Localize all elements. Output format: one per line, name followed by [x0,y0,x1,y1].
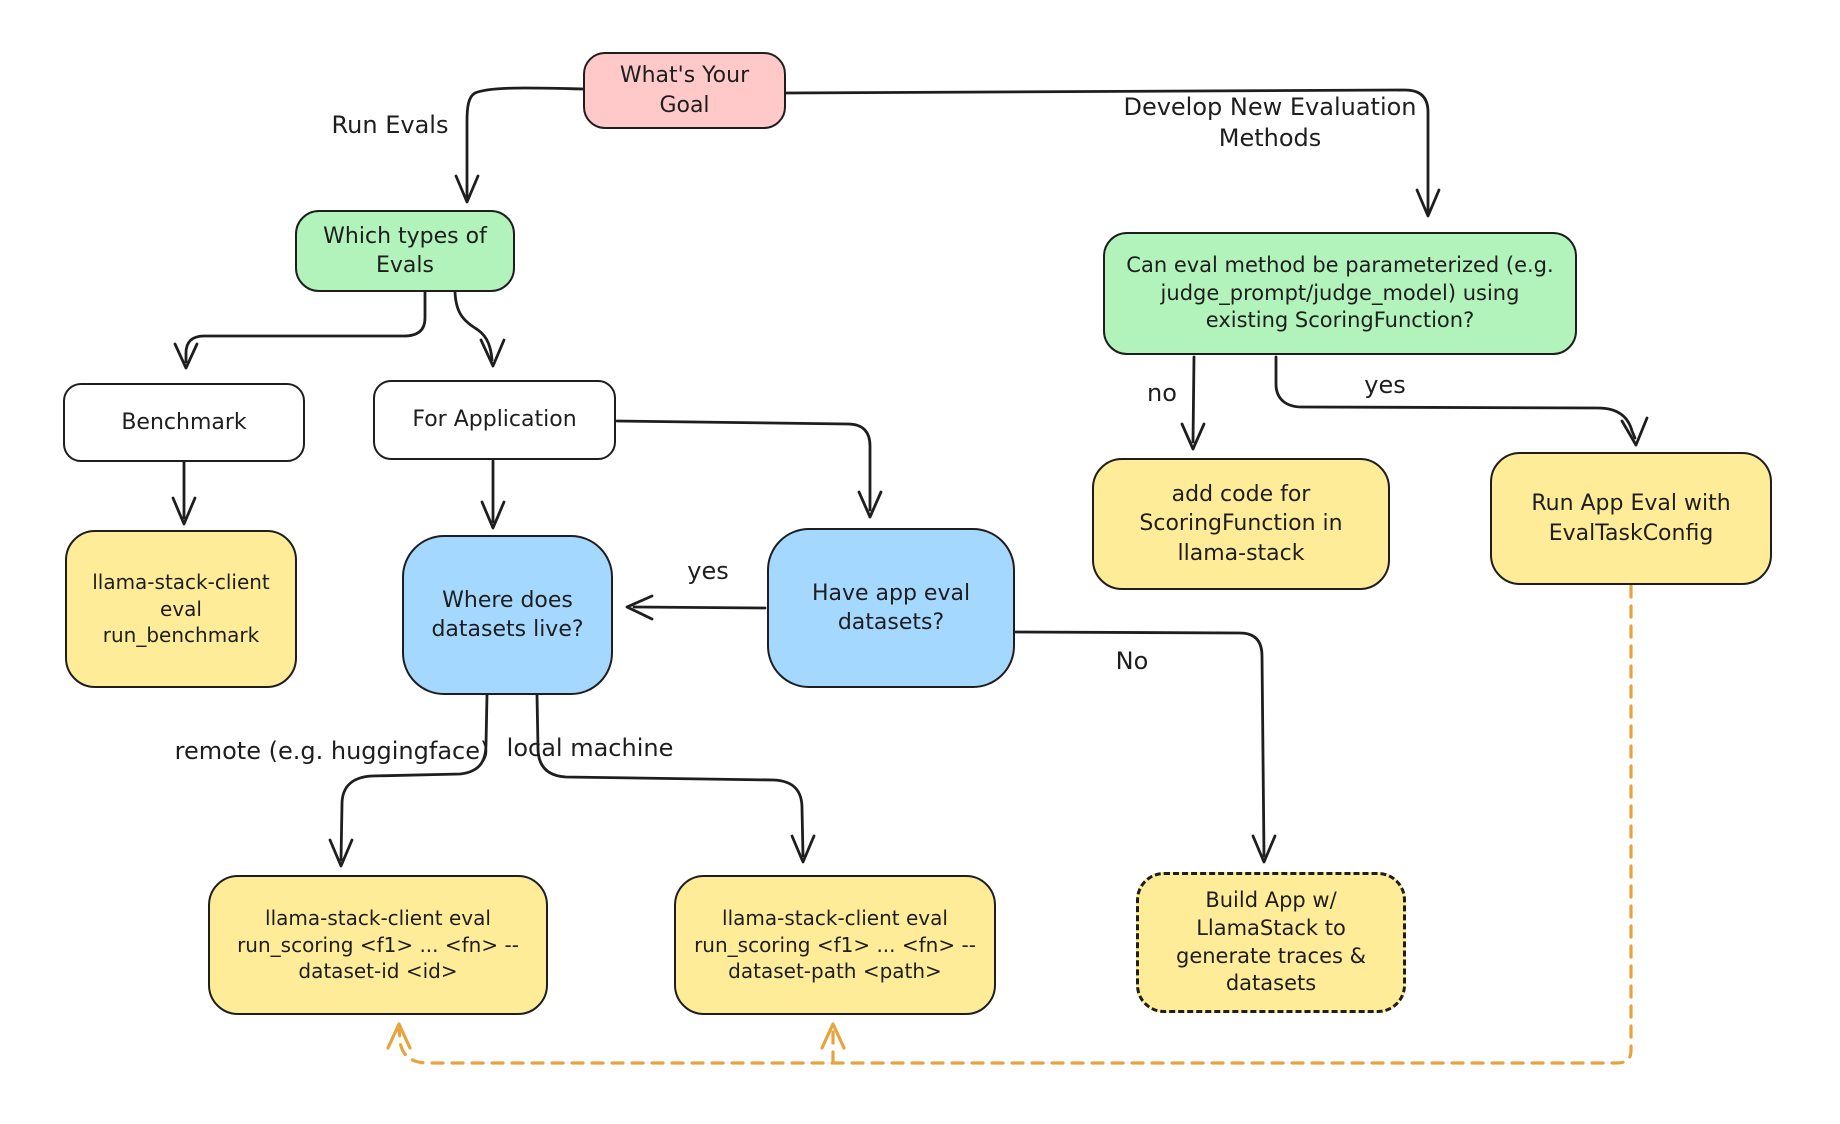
arrow-goal-to-which-types [467,88,583,197]
arrow-have-datasets-yes [634,607,765,608]
arrowhead [1622,418,1647,445]
edge-label-remote-huggingface: remote (e.g. huggingface) [174,737,490,765]
node-have-app-eval-datasets: Have app eval datasets? [767,528,1015,688]
arrow-param-yes [1276,357,1635,438]
edge-label-run-evals: Run Evals [331,111,449,139]
arrow-param-no [1193,357,1194,442]
node-which-types-of-evals: Which types of Evals [295,210,515,292]
node-run-scoring-dataset-path-cmd: llama-stack-client eval run_scoring <f1> ... <fn> --dataset-path <path> [674,875,996,1015]
edge-label-no-mid: No [1115,647,1149,675]
node-run-scoring-dataset-id-cmd: llama-stack-client eval run_scoring <f1> ... <fn> --dataset-id <id> [208,875,548,1015]
node-for-application: For Application [373,380,616,460]
edge-label-yes-right: yes [1364,371,1406,399]
arrow-for-application-to-have-datasets [617,421,870,510]
edge-label-local-machine: local machine [506,734,674,762]
arrow-where-remote [341,695,487,860]
node-run-app-eval: Run App Eval with EvalTaskConfig [1490,452,1772,585]
node-run-benchmark-cmd: llama-stack-client eval run_benchmark [65,530,297,688]
node-add-scoring-function-code: add code for ScoringFunction in llama-stack [1092,458,1390,590]
edge-label-no-right: no [1147,379,1177,407]
node-param-question: Can eval method be parameterized (e.g. judge_prompt/judge_model) using existing ScoringFunction? [1103,232,1577,355]
edge-label-develop-new-methods: Develop New Evaluation Methods [1123,93,1417,153]
node-whats-your-goal: What's Your Goal [583,52,786,129]
node-build-app-generate-datasets: Build App w/ LlamaStack to generate traces & datasets [1136,872,1406,1013]
node-benchmark: Benchmark [63,383,305,462]
node-where-datasets-live: Where does datasets live? [402,535,613,695]
arrow-where-local [537,695,803,856]
edge-label-yes-mid: yes [687,557,729,585]
arrow-which-types-to-benchmark [186,292,425,362]
